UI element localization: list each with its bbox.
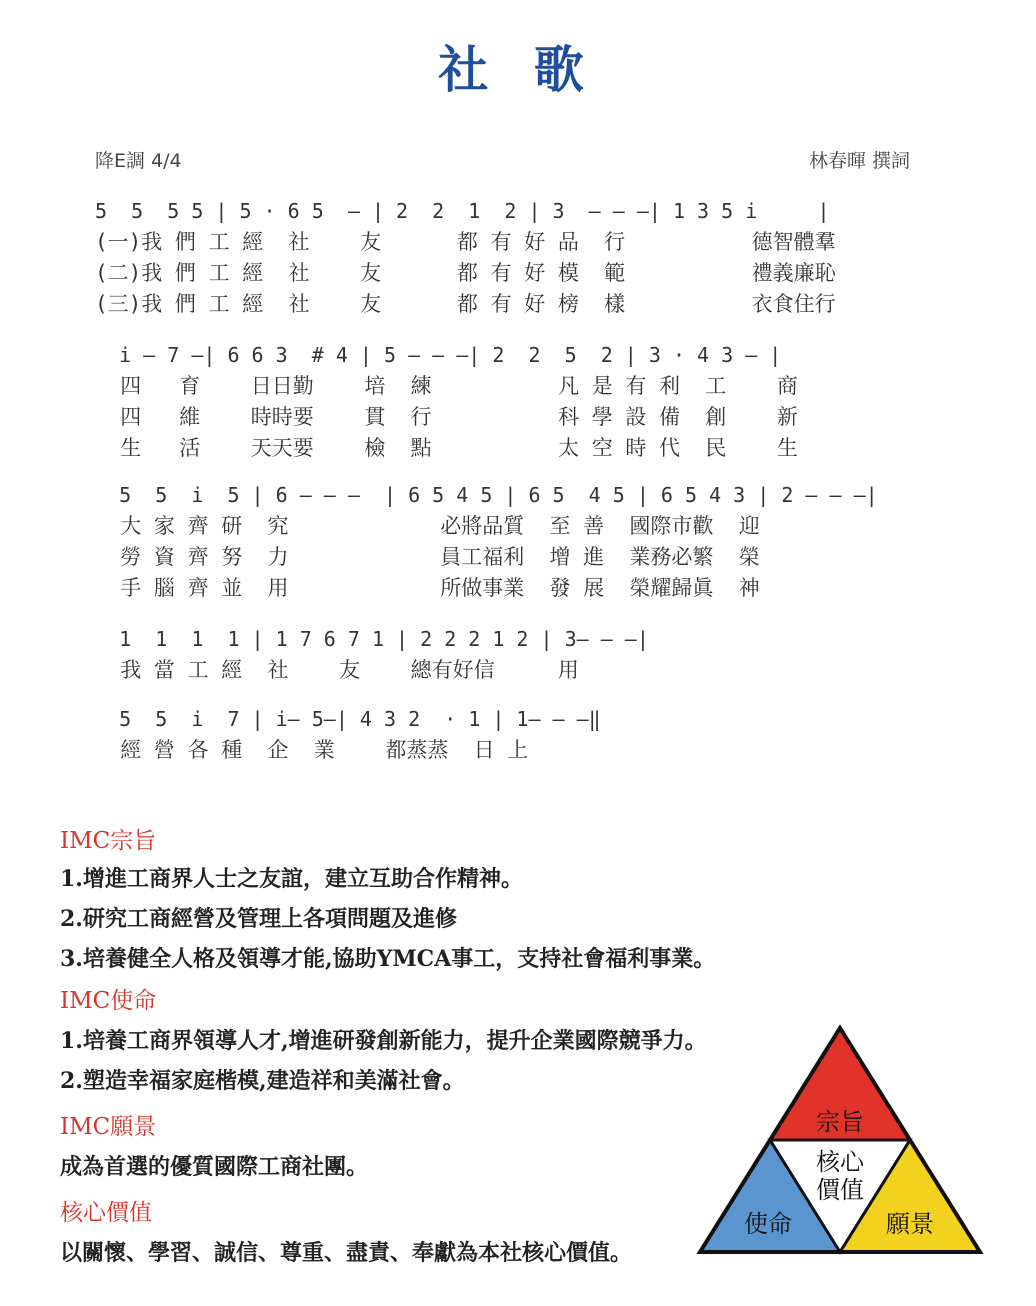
triangle-right-label: 願景	[886, 1210, 934, 1238]
core-values-item: 以關懷、學習、誠信、尊重、盡責、奉獻為本社核心價值。	[60, 1240, 633, 1266]
numbered-notation-line: 5 5 i 7 | i— 5—| 4 3 2 · 1 | 1— — —‖	[95, 707, 601, 731]
lyric-line: 勞 資 齊 努 力 員工福利 增 進 業務必繁 榮	[95, 545, 760, 569]
music-stanza	[95, 196, 925, 320]
purpose-item: 2.研究工商經營及管理上各項問題及進修	[60, 906, 457, 932]
lyric-line: 生 活 天天要 檢 點 太 空 時 代 民 生	[95, 436, 798, 460]
key-signature: 降E調 4/4	[95, 150, 182, 172]
lyric-line: (三)我 們 工 經 社 友 都 有 好 榜 樣 衣食住行	[95, 292, 836, 316]
lyric-line: (一)我 們 工 經 社 友 都 有 好 品 行 德智體羣	[95, 230, 836, 254]
lyric-line: 手 腦 齊 並 用 所做事業 發 展 榮耀歸眞 神	[95, 576, 760, 600]
mission-item: 2.塑造幸福家庭楷模,建造祥和美滿社會。	[60, 1068, 465, 1094]
mission-item: 1.培養工商界領導人才,增進研發創新能力，提升企業國際競爭力。	[60, 1028, 707, 1054]
music-stanza	[95, 480, 925, 604]
numbered-notation-line: 1 1 1 1 | 1 7 6 7 1 | 2 2 2 1 2 | 3— — —|	[95, 627, 649, 651]
section-title-vision: IMC願景	[60, 1114, 157, 1140]
lyric-line: 經 營 各 種 企 業 都蒸蒸 日 上	[95, 738, 529, 762]
music-stanza	[95, 704, 925, 766]
numbered-notation-line: 5 5 i 5 | 6 — — — | 6 5 4 5 | 6 5 4 5 | 6 5 4 3 | 2 — — —|	[95, 483, 878, 507]
triangle-left-label: 使命	[744, 1210, 792, 1238]
music-stanza	[95, 624, 925, 686]
numbered-notation-line: i — 7 —| 6 6 3 # 4 | 5 — — —| 2 2 5 2 | 3 · 4 3 — |	[95, 343, 782, 367]
music-stanza	[95, 340, 925, 464]
triangle-top-label: 宗旨	[816, 1108, 864, 1136]
lyric-line: 大 家 齊 研 究 必將品質 至 善 國際市歡 迎	[95, 514, 760, 538]
lyric-line: 四 維 時時要 貫 行 科 學 設 備 創 新	[95, 405, 798, 429]
numbered-notation-line: 5 5 5 5 | 5 · 6 5 — | 2 2 1 2 | 3 — — —| 1 3 5 i |	[95, 199, 830, 223]
lyricist-credit: 林春暉 撰詞	[808, 150, 910, 172]
triangle-center-label: 價值	[816, 1176, 864, 1204]
vision-item: 成為首選的優質國際工商社團。	[60, 1154, 369, 1180]
triangle-center-label: 核心	[816, 1148, 864, 1176]
section-title-core-values: 核心價值	[60, 1200, 152, 1226]
lyric-line: 我 當 工 經 社 友 總有好信 用	[95, 658, 579, 682]
section-title-mission: IMC使命	[60, 988, 157, 1014]
lyric-line: 四 育 日日勤 培 練 凡 是 有 利 工 商	[95, 374, 798, 398]
purpose-item: 3.培養健全人格及領導才能,協助YMCA事工，支持社會福利事業。	[60, 946, 716, 972]
page-title: 社 歌	[438, 40, 598, 99]
core-values-triangle	[696, 1022, 984, 1258]
lyric-line: (二)我 們 工 經 社 友 都 有 好 模 範 禮義廉恥	[95, 261, 836, 285]
purpose-item: 1.增進工商界人士之友誼，建立互助合作精神。	[60, 866, 523, 892]
section-title-purpose: IMC宗旨	[60, 828, 157, 854]
